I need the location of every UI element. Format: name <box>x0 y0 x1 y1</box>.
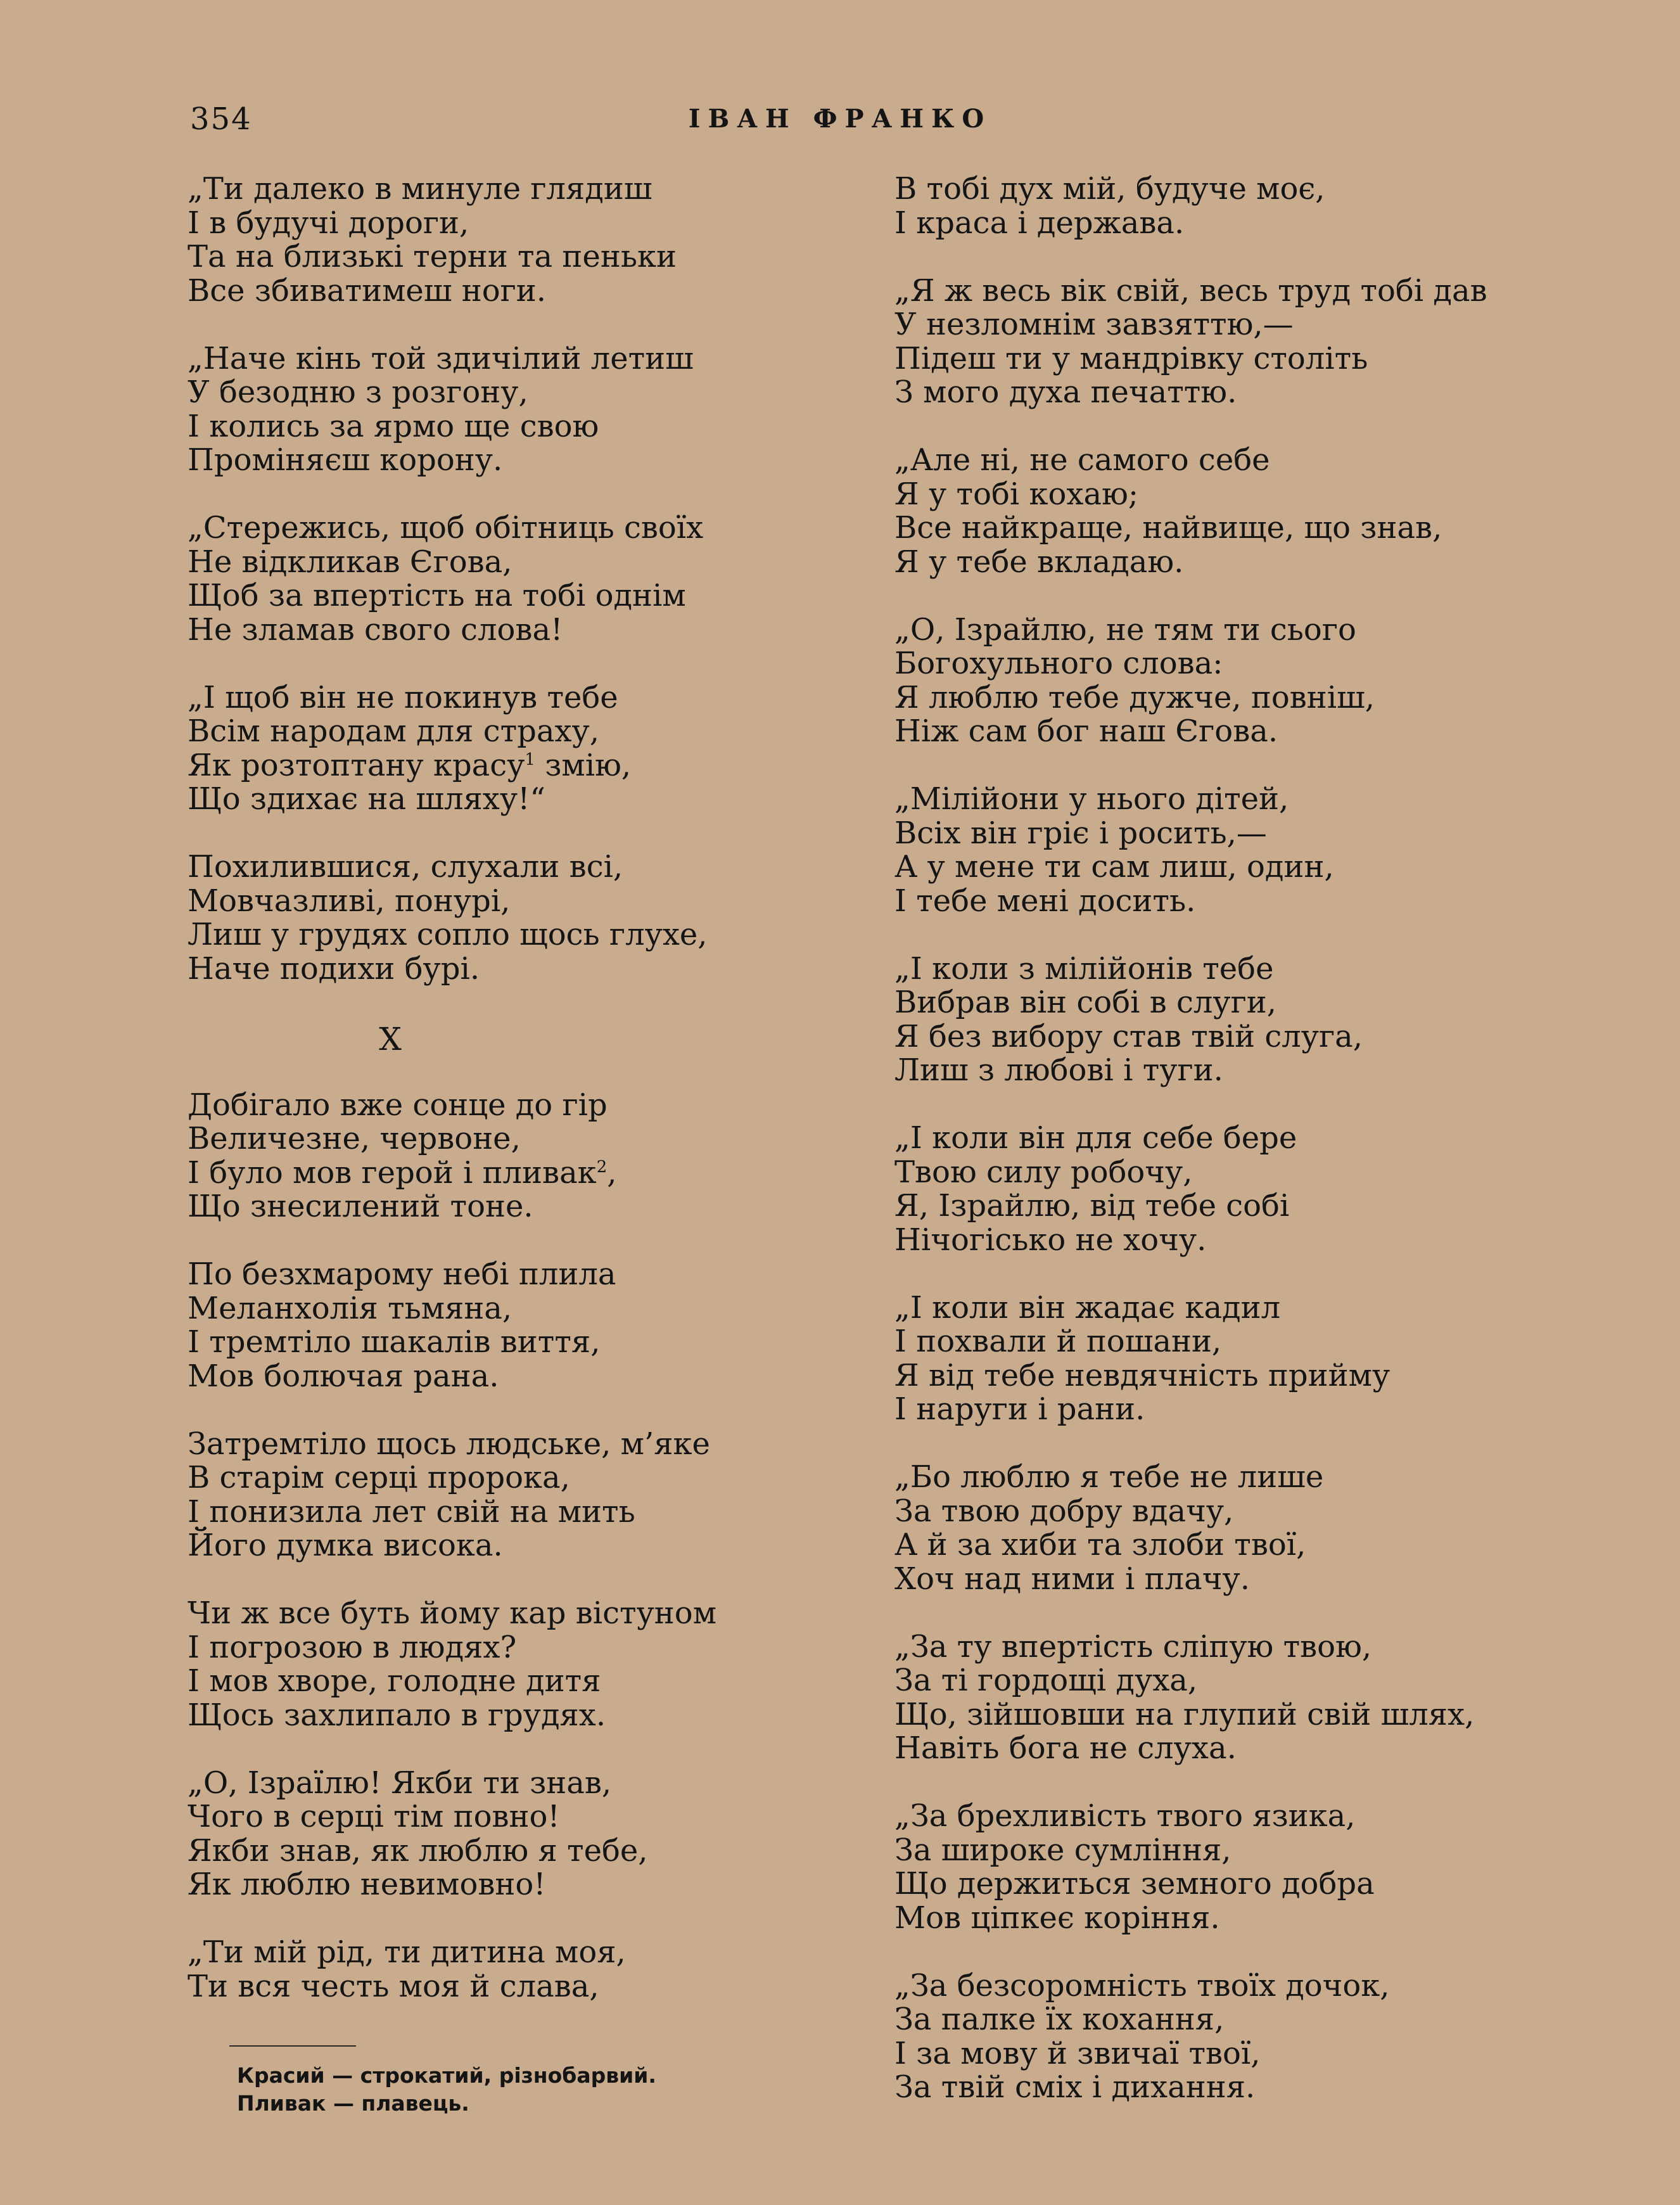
stanza <box>188 1089 846 1224</box>
verse-line: І за мову й звичаї твої, <box>894 2035 1261 2071</box>
stanza <box>188 342 846 478</box>
line-text: , <box>607 1154 617 1191</box>
verse-line: Підеш ти у мандрівку століть <box>894 340 1368 376</box>
verse-line: Ніж сам бог наш Єгова. <box>894 713 1278 749</box>
verse-line: Я, Ізрайлю, від тебе собі <box>894 1188 1290 1224</box>
verse-line: Всім народам для страху, <box>188 713 600 749</box>
verse-line: „І коли з мілійонів тебе <box>894 950 1274 987</box>
footnote: Пливак — плавець. <box>237 2091 469 2116</box>
verse-line: Все найкраще, найвище, що знав, <box>894 510 1442 546</box>
stanza <box>894 1799 1610 1935</box>
verse-line: Що знесилений тоне. <box>188 1189 533 1224</box>
stanza <box>188 850 846 986</box>
verse-line: За широке сумління, <box>894 1832 1231 1868</box>
verse-line: Як люблю невимовно! <box>188 1867 546 1902</box>
verse-line: „Бо люблю я тебе не лише <box>894 1459 1324 1495</box>
verse-line: Твою силу робочу, <box>894 1154 1193 1190</box>
footnote-divider <box>229 2045 356 2047</box>
verse-line: „За брехливість твого язика, <box>894 1798 1356 1834</box>
verse-line: Я у тобі кохаю; <box>894 476 1139 512</box>
stanza <box>188 681 846 817</box>
right-column <box>894 172 1610 2138</box>
page-header <box>0 101 1680 139</box>
verse-line: „Ти мій рід, ти дитина моя, <box>188 1934 626 1970</box>
verse-line: За ті гордощі духа, <box>894 1663 1198 1698</box>
verse-line: Мов ціпкеє коріння. <box>894 1900 1220 1936</box>
line-text: І було мов герой і пливак <box>188 1154 597 1191</box>
verse-line: Якби знав, як люблю я тебе, <box>188 1832 648 1869</box>
verse-line-with-footnote <box>188 749 846 783</box>
stanza <box>894 1460 1610 1596</box>
footnote-mark: 1 <box>525 750 535 769</box>
verse-line: А у мене ти сам лиш, один, <box>894 849 1334 885</box>
verse-line: По безхмарому небі плила <box>188 1256 616 1292</box>
verse-line: За палке їх кохання, <box>894 2002 1225 2037</box>
stanza <box>894 172 1610 240</box>
verse-line: Чого в серці тім повно! <box>188 1799 560 1834</box>
verse-line: Що здихає на шляху!“ <box>188 781 545 817</box>
stanza <box>894 1122 1610 1257</box>
verse-line: Добігало вже сонце до гір <box>188 1087 608 1123</box>
verse-line: Навіть бога не слуха. <box>894 1730 1237 1766</box>
verse-line: І тебе мені досить. <box>894 883 1196 919</box>
verse-line: Затремтіло щось людське, м’яке <box>188 1426 710 1462</box>
stanza <box>188 1258 846 1393</box>
verse-line: Не зламав свого слова! <box>188 611 563 648</box>
verse-line: „Наче кінь той здичілий летиш <box>188 340 694 376</box>
stanza <box>188 1767 846 1902</box>
verse-line: Щось захлипало в грудях. <box>188 1697 606 1733</box>
verse-line: Його думка висока. <box>188 1528 503 1563</box>
verse-line: „І коли він жадає кадил <box>894 1289 1281 1326</box>
stanza <box>188 172 846 308</box>
stanza <box>894 1630 1610 1766</box>
verse-line: У незломнім завзяттю,— <box>894 307 1294 342</box>
verse-line: Похилившися, слухали всі, <box>188 849 623 885</box>
verse-line: „І щоб він не покинув тебе <box>188 679 618 715</box>
stanza <box>188 511 846 647</box>
verse-line: Я без вибору став твій слуга, <box>894 1018 1363 1054</box>
verse-line: „О, Ізраїлю! Якби ти знав, <box>188 1765 612 1801</box>
stanza <box>894 952 1610 1088</box>
verse-line: Я від тебе невдячність прийму <box>894 1357 1390 1393</box>
verse-line: І тремтіло шакалів виття, <box>188 1324 601 1360</box>
verse-line: „Стережись, щоб обітниць своїх <box>188 510 704 546</box>
stanza <box>894 444 1610 579</box>
verse-line: „За безсоромність твоїх дочок, <box>894 1967 1390 2004</box>
verse-line: І наруги і рани. <box>894 1391 1145 1427</box>
stanza <box>188 1428 846 1563</box>
verse-line: І колись за ярмо ще свою <box>188 408 599 444</box>
running-title: ІВАН ФРАНКО <box>688 104 992 134</box>
verse-line: „І коли він для себе бере <box>894 1120 1297 1156</box>
verse-line: Богохульного слова: <box>894 646 1223 681</box>
verse-line: Мов болючая рана. <box>188 1358 499 1394</box>
section-heading: X <box>379 1020 402 1058</box>
verse-line: „Але ні, не самого себе <box>894 442 1270 478</box>
stanza <box>894 613 1610 749</box>
verse-line: І погрозою в людях? <box>188 1629 517 1665</box>
verse-line: З мого духа печаттю. <box>894 374 1237 410</box>
verse-line: За твою добру вдачу, <box>894 1493 1234 1529</box>
verse-line: „За ту впертість сліпую твою, <box>894 1628 1372 1665</box>
verse-line: „Мілійони у нього дітей, <box>894 781 1289 817</box>
verse-line: У безодню з розгону, <box>188 374 528 410</box>
verse-line: А й за хиби та злоби твої, <box>894 1527 1306 1563</box>
verse-line: Нічогісько не хочу. <box>894 1222 1207 1258</box>
verse-line: Хоч над ними і плачу. <box>894 1561 1250 1597</box>
verse-line: І похвали й пошани, <box>894 1324 1222 1359</box>
footnote-mark: 2 <box>596 1157 608 1177</box>
stanza <box>894 1291 1610 1427</box>
verse-line: Я люблю тебе дужче, повніш, <box>894 679 1375 715</box>
footnotes <box>237 2062 656 2118</box>
left-column <box>188 172 846 2038</box>
verse-line: Вибрав він собі в слуги, <box>894 985 1276 1020</box>
verse-line: Всіх він гріє і росить,— <box>894 815 1267 851</box>
verse-line: Мовчазливі, понурі, <box>188 883 511 919</box>
verse-line: „О, Ізрайлю, не тям ти сього <box>894 611 1356 648</box>
verse-line: Все збиватимеш ноги. <box>188 272 546 309</box>
verse-line: Що держиться земного добра <box>894 1866 1375 1901</box>
page-number: 354 <box>190 101 252 137</box>
line-text: змію, <box>535 747 632 783</box>
verse-line: Проміняєш корону. <box>188 442 503 478</box>
stanza <box>894 1969 1610 2105</box>
verse-line: Ти вся честь моя й слава, <box>188 1968 599 2004</box>
stanza <box>188 1936 846 2004</box>
verse-line: Лиш у грудях сопло щось глухе, <box>188 917 708 952</box>
verse-line: Лиш з любові і туги. <box>894 1052 1223 1088</box>
verse-line: Не відкликав Єгова, <box>188 544 512 580</box>
verse-line: Наче подихи бурі. <box>188 950 480 987</box>
footnote: Красий — строкатий, різнобарвий. <box>237 2063 656 2088</box>
verse-line: За твій сміх і дихання. <box>894 2069 1256 2105</box>
stanza <box>894 274 1610 410</box>
verse-line: Щоб за впертість на тобі однім <box>188 578 686 613</box>
verse-line: В старім серці пророка, <box>188 1460 570 1495</box>
verse-line: І понизила лет свій на мить <box>188 1493 635 1530</box>
verse-line: „Я ж весь вік свій, весь труд тобі дав <box>894 272 1487 309</box>
verse-line: Що, зійшовши на глупий свій шлях, <box>894 1696 1475 1732</box>
verse-line: „Ти далеко в минуле глядиш <box>188 171 652 207</box>
verse-line: В тобі дух мій, будуче моє, <box>894 171 1325 207</box>
verse-line: Чи ж все буть йому кар вістуном <box>188 1595 717 1631</box>
verse-line-with-footnote <box>188 1156 846 1191</box>
verse-line: Я у тебе вкладаю. <box>894 544 1184 580</box>
stanza <box>188 1597 846 1732</box>
verse-line: Величезне, червоне, <box>188 1121 521 1156</box>
verse-line: Та на близькі терни та пеньки <box>188 239 677 274</box>
verse-line: Меланхолія тьмяна, <box>188 1290 512 1326</box>
verse-line: І мов хворе, голодне дитя <box>188 1663 601 1699</box>
stanza <box>894 783 1610 918</box>
verse-line: І краса і держава. <box>894 205 1185 241</box>
verse-line: І в будучі дороги, <box>188 205 469 241</box>
line-text: Як розтоптану красу <box>188 747 525 783</box>
